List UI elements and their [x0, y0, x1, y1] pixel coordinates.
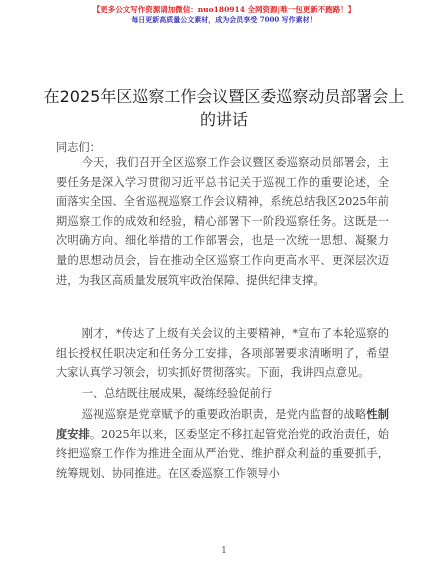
page-number: 1 [221, 546, 227, 556]
paragraph-agenda: 刚才，*传达了上级有关会议的主要精神，*宣布了本轮巡察的组长授权任职决定和任务分工安排，各项部署要求清晰明了，希望大家认真学习领会，切实抓好贯彻落实。下面，我讲四点意见。 [56, 327, 389, 380]
paragraph-section-1 [56, 405, 389, 483]
promo-banner-line1: 【更多公文写作资源请加微信：nuo180914 全网资源|唯一包更新不跑路！】 [92, 5, 356, 14]
section-heading-1: 一、总结既往展成果，凝练经验促前行 [81, 387, 272, 400]
promo-banner-line2: 每日更新高质量公文素材，成为会员享受 7000 写作素材！ [131, 15, 317, 24]
paragraph-section-1-lead: 巡视巡察是党章赋予的重要政治职责，是党内监督的战略 [81, 408, 367, 421]
paragraph-section-1-rest: 。2025年以来，区委坚定不移扛起管党治党的政治责任，始终把巡察工作作为推进全面从严治党、维护群众利益的重要抓手，统筹规划、协同推进。在区委巡察工作领导小 [56, 427, 389, 480]
paragraph-section-1-bold: 性制度安排 [56, 408, 389, 441]
salutation: 同志们： [56, 141, 101, 154]
paragraph-opening: 今天，我们召开全区巡察工作会议暨区委巡察动员部署会，主要任务是深入学习贯彻习近平总书记关于巡视工作的重要论述，全面落实全国、全省巡视巡察工作会议精神，系统总结我区2025年前期巡察工作的成效和经验，精心部署下一阶段巡察任务。这既是一次明确方向、细化举措的工作部署会，也是一次统一思想、凝聚力量的思想动员会，旨在推动全区巡察工作向更高水平、更深层次迈进，为我区高质量发展筑牢政治保障、提供纪律支撑。 [56, 156, 389, 287]
document-title: 在2025年区巡察工作会议暨区委巡察动员部署会上的讲话 [43, 87, 405, 129]
